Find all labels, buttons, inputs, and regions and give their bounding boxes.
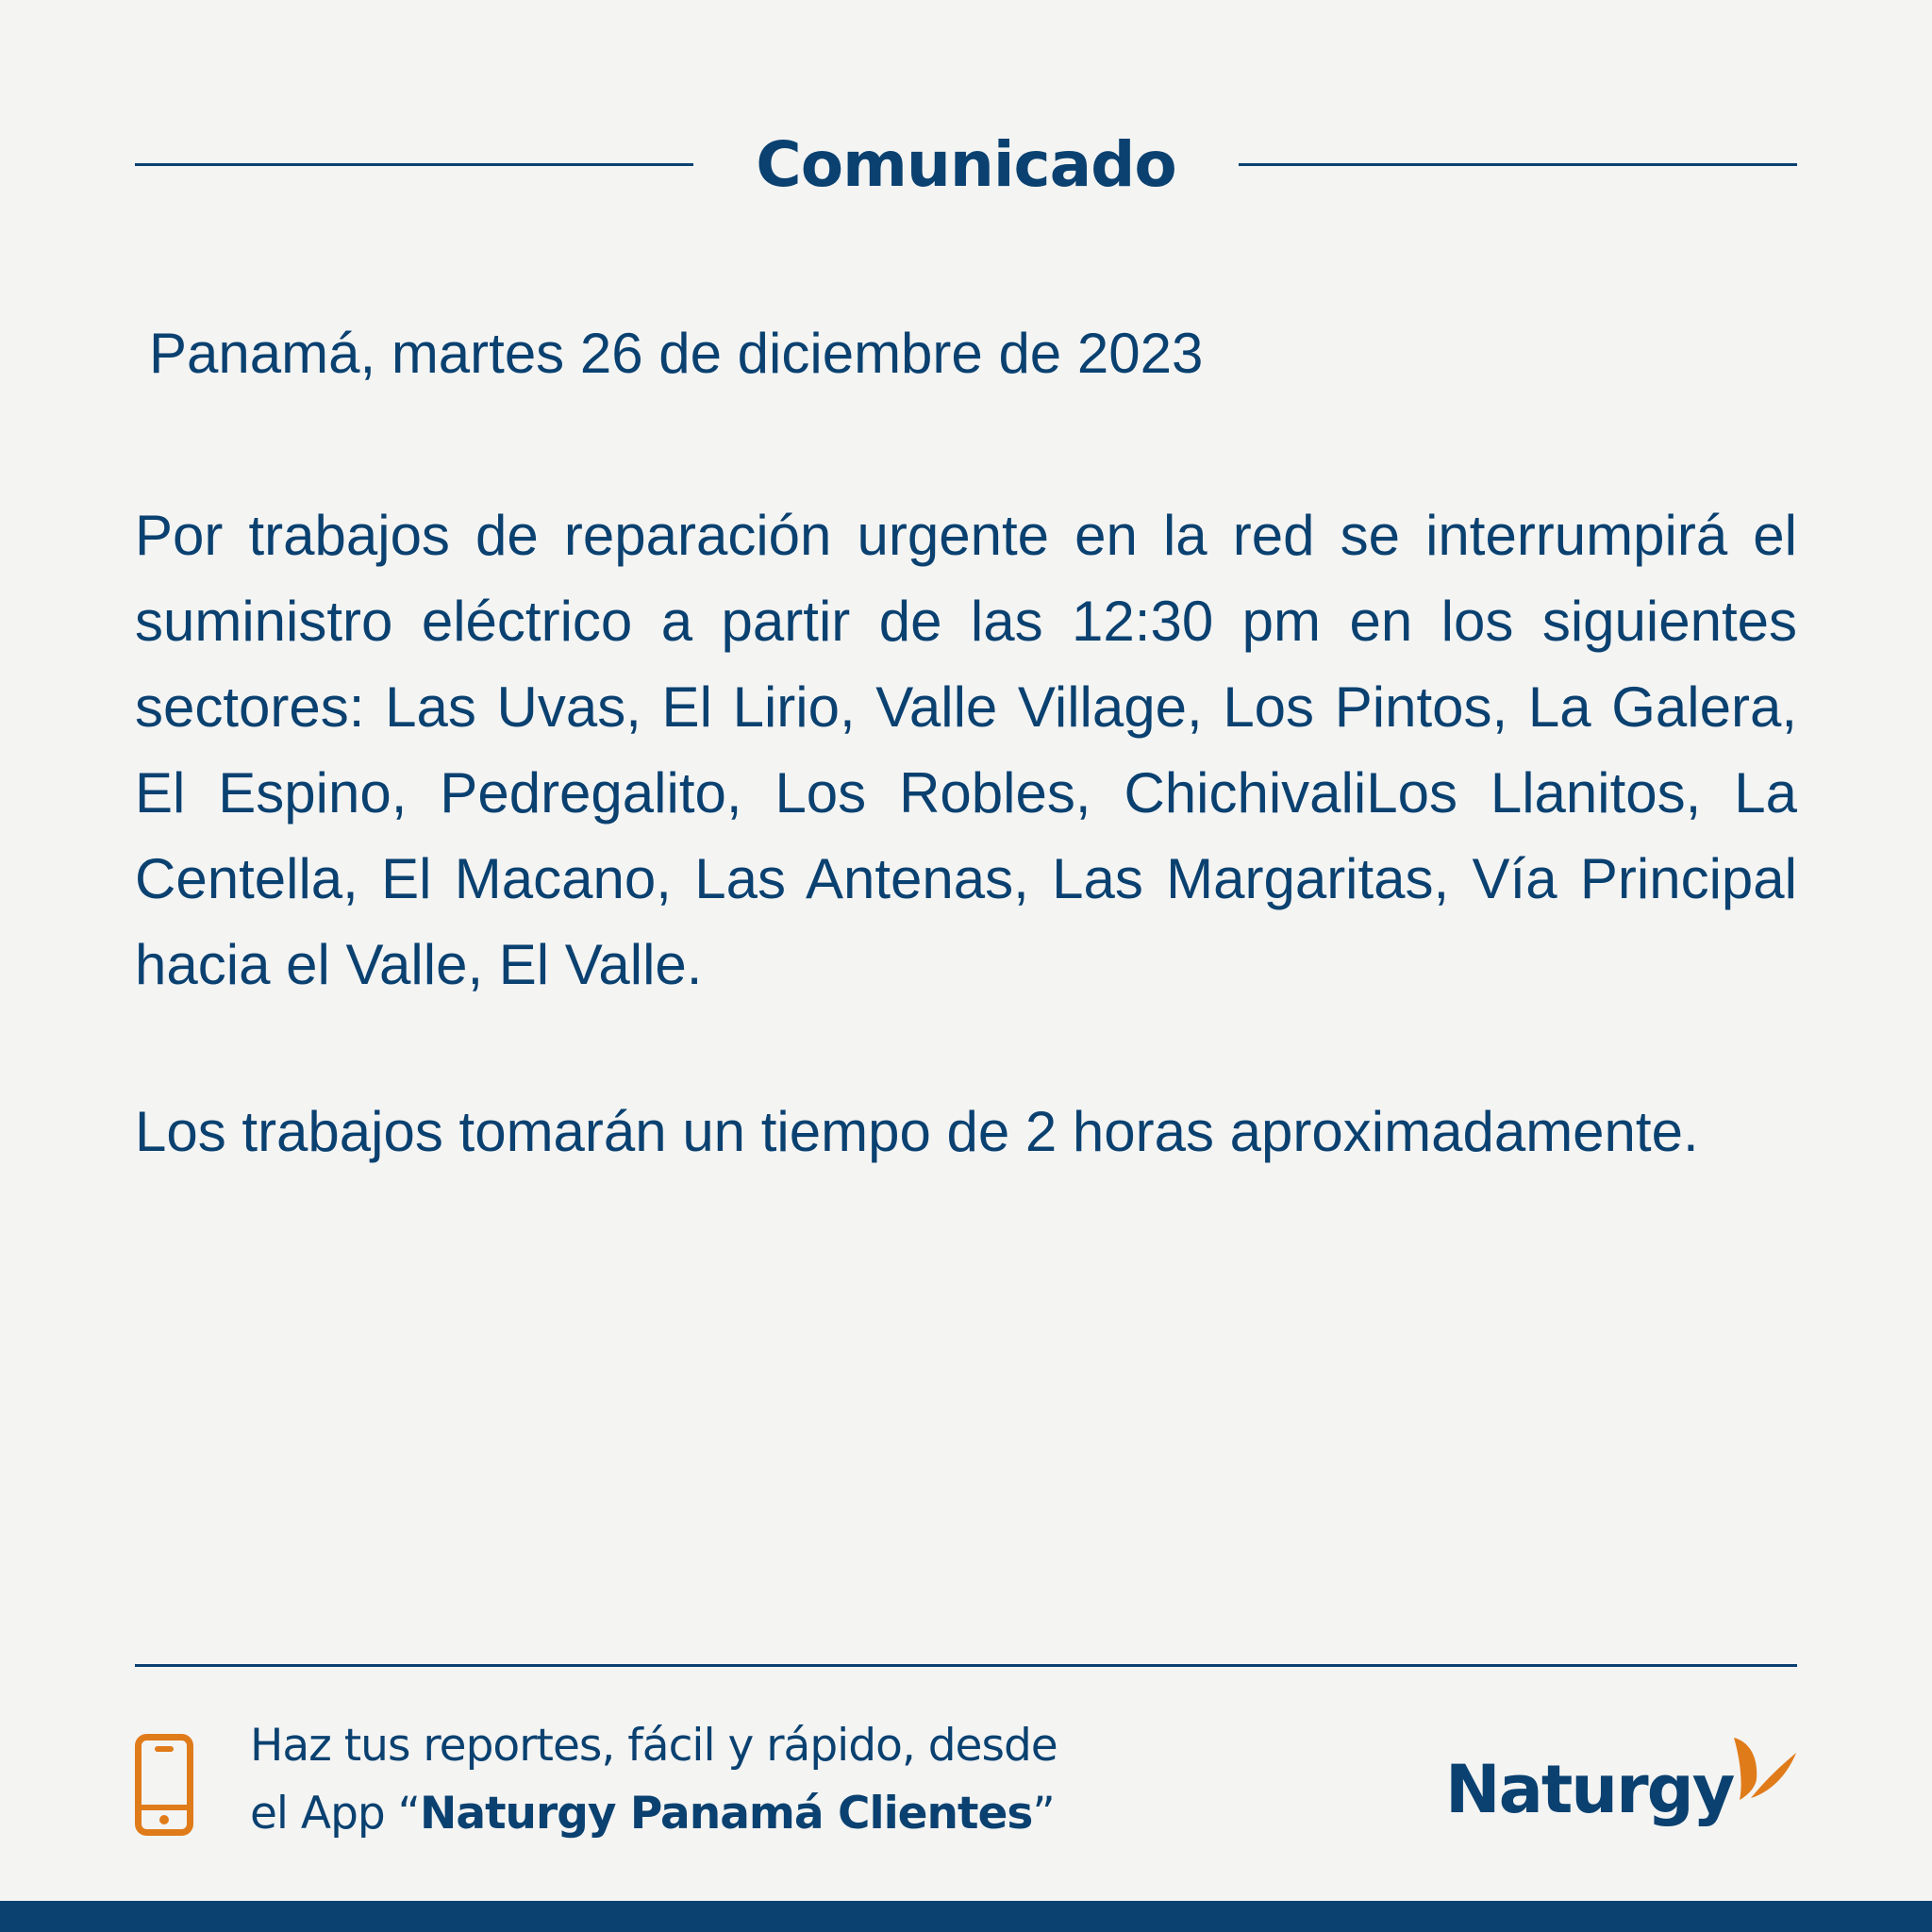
promo-line-2-suffix: ” <box>1032 1788 1055 1840</box>
date-line: Panamá, martes 26 de diciembre de 2023 <box>149 322 1204 385</box>
promo-line-1: Haz tus reportes, fácil y rápido, desde <box>250 1720 1058 1772</box>
announcement-body: Por trabajos de reparación urgente en la red se interrumpirá el suministro eléctrico a partir de las 12:30 pm en los siguientes sectores: Las Uvas, El Lirio, Valle Village, Los Pintos, La Galera, El Espino, Pedregalito, Los Robles, ChichivaliLos Llanitos, La Centella, El Macano, Las Antenas, Las Margaritas, Vía Principal hacia el Valle, El Valle. <box>135 504 1797 996</box>
app-promo-text <box>250 1712 1058 1848</box>
smartphone-icon <box>135 1734 193 1836</box>
page-title: Comunicado <box>756 128 1176 201</box>
promo-line-2 <box>250 1780 1058 1848</box>
announcement-closing: Los trabajos tomarán un tiempo de 2 horas aproximadamente. <box>135 1100 1699 1163</box>
header <box>135 118 1797 212</box>
butterfly-logo-icon <box>1730 1736 1798 1802</box>
brand-name: Naturgy <box>1445 1751 1734 1828</box>
promo-app-name: Naturgy Panamá Clientes <box>420 1788 1033 1840</box>
header-rule-right <box>1239 163 1797 166</box>
header-rule-left <box>135 163 693 166</box>
naturgy-logo <box>1445 1736 1804 1840</box>
promo-line-2-prefix: el App “ <box>250 1788 421 1840</box>
bottom-bar <box>0 1901 1932 1932</box>
footer-divider <box>135 1664 1797 1667</box>
